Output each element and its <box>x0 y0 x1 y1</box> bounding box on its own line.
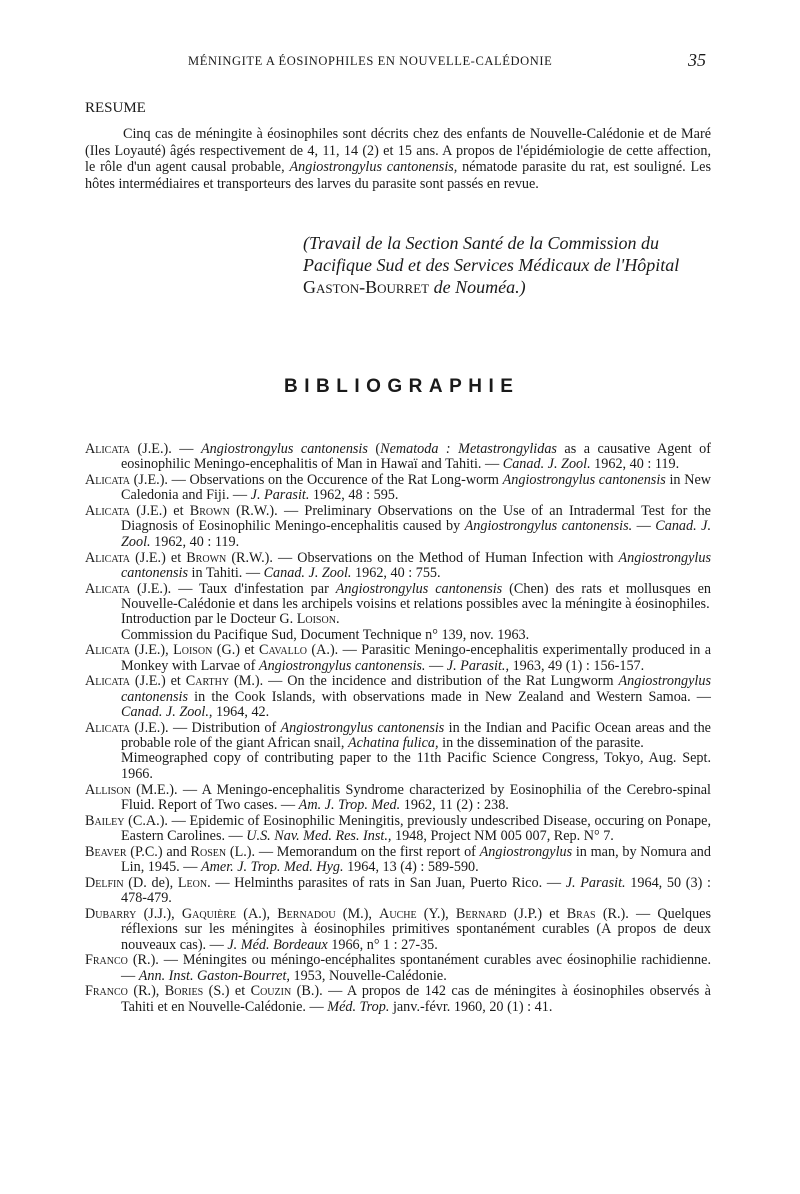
credit-text-2: de Nouméa.) <box>429 277 526 297</box>
running-header <box>0 50 800 74</box>
reference-author: Bernadou <box>277 905 336 922</box>
reference-list <box>85 442 711 1015</box>
reference-author: Franco <box>85 952 128 969</box>
reference-italic: Angiostrongylus cantonensis <box>335 580 503 597</box>
reference-text: (G.) et <box>212 642 260 659</box>
reference-note <box>121 612 711 627</box>
reference-author: Auche <box>379 905 417 922</box>
reference-item <box>85 984 711 1015</box>
reference-italic: Angiostrongylus cantonensis. <box>464 518 633 535</box>
reference-item <box>85 845 711 876</box>
reference-author: Alicata <box>85 549 130 566</box>
reference-text: in New Caledonia and Fiji. — <box>121 472 711 504</box>
reference-text: 1948, Project NM 005 007, Rep. N° 7. <box>391 827 614 844</box>
reference-text: (Chen) des rats et mollusques en Nouvelle-Calédonie et dans les archipels voisins et relations possibles avec la méningite à éosinophiles. <box>121 580 711 612</box>
reference-text: 1963, 49 (1) : 156-157. <box>509 657 645 674</box>
running-title: MÉNINGITE A ÉOSINOPHILES EN NOUVELLE-CALÉDONIE <box>188 54 553 68</box>
reference-text: Introduction par le Docteur G. <box>121 611 297 628</box>
reference-text: — <box>425 657 447 674</box>
reference-author: Leon <box>177 874 208 891</box>
reference-item <box>85 876 711 907</box>
reference-italic: Achatina fulica, <box>347 735 439 752</box>
reference-author: Delfin <box>85 874 124 891</box>
reference-text: (R.), <box>127 983 165 1000</box>
reference-text: (M.), <box>335 905 380 922</box>
reference-author: Loison <box>173 642 213 659</box>
reference-text: 1964, 50 (3) : 478-479. <box>121 874 711 907</box>
institution-credit <box>303 232 723 298</box>
reference-journal: Am. J. Trop. Med. <box>298 796 401 813</box>
reference-italic: Angiostrongylus cantonensis <box>121 549 711 581</box>
reference-author: Bories <box>164 983 204 1000</box>
reference-author: Bailey <box>85 812 125 829</box>
reference-item <box>85 953 711 984</box>
reference-text: as a causative Agent of eosinophilic Meningo-encephalitis of Man in Hawaï and Tahiti. — <box>121 441 711 473</box>
reference-text: (J.E.), <box>130 642 174 659</box>
reference-text: 1962, 40 : 119. <box>150 533 240 550</box>
reference-text: (L.). — Memorandum on the first report of <box>226 843 480 860</box>
reference-italic: Angiostrongylus cantonensis <box>280 719 445 736</box>
reference-text: (B.). — A propos de 142 cas de méningites à éosinophiles observés à Tahiti et en Nouvelle-Calédonie. — <box>121 983 711 1015</box>
reference-text: 1962, 48 : 595. <box>309 487 399 504</box>
reference-author: Cavallo <box>259 642 308 659</box>
resume-text-1: Cinq cas de méningite à éosinophiles sont décrits chez des enfants de Nouvelle-Calédonie et de Maré (Iles Loyauté) âgés respectivement de 4, 11, 14 (2) et 15 ans. A propos de l'épidémiologie de cette affection, le rôle d'un agent causal probable, <box>85 126 711 176</box>
reference-text: 1962, 11 (2) : 238. <box>400 796 509 813</box>
reference-text: (J.E.). — <box>130 441 201 457</box>
reference-text: in the dissemination of the parasite. <box>438 735 644 752</box>
reference-item <box>85 504 711 550</box>
reference-author: Alicata <box>85 472 130 489</box>
reference-item <box>85 907 711 953</box>
reference-text: 1964, 42. <box>212 704 270 721</box>
reference-author: Loison <box>296 611 336 628</box>
page-number: 35 <box>688 50 706 70</box>
reference-italic: Nematoda : Metastrongylidas <box>380 441 557 457</box>
reference-item <box>85 643 711 674</box>
reference-author: Alicata <box>85 719 130 736</box>
reference-journal: Amer. J. Trop. Med. Hyg. <box>201 859 344 876</box>
reference-author: Allison <box>85 781 131 798</box>
reference-text: (A.), <box>236 905 278 922</box>
reference-italic: Angiostrongylus cantonensis <box>502 472 666 489</box>
reference-journal: J. Parasit. <box>250 487 310 504</box>
reference-text: in the Cook Islands, with observations made in New Zealand and Western Samoa. — <box>188 688 711 705</box>
reference-text: (R.W.). — Preliminary Observations on the Use of an Intradermal Test for the Diagnosis of Eosinophilic Meningo-encephalitis caused by <box>121 503 711 535</box>
reference-note: Mimeographed copy of contributing paper to the 11th Pacific Science Congress, Tokyo, Aug. Sept. 1966. <box>121 750 711 782</box>
reference-author: Bras <box>566 905 596 922</box>
reference-text: ( <box>367 441 381 457</box>
reference-text: (J.E.) et <box>130 673 186 690</box>
reference-author: Gaquière <box>181 905 237 922</box>
reference-item <box>85 473 711 504</box>
reference-italic: Angiostrongylus cantonensis. <box>258 657 426 674</box>
reference-text: 1953, Nouvelle-Calédonie. <box>289 967 447 984</box>
reference-author: Carthy <box>185 673 230 690</box>
reference-journal: U.S. Nav. Med. Res. Inst., <box>246 827 392 844</box>
reference-author: Brown <box>189 503 230 520</box>
reference-journal: Canad. J. Zool. <box>121 518 711 550</box>
reference-text: (J.E.). — Distribution of <box>130 719 281 736</box>
reference-author: Alicata <box>85 580 130 597</box>
reference-text: (A.). — Parasitic Meningo-encephalitis experimentally produced in a Monkey with Larvae of <box>121 642 712 674</box>
reference-text: . <box>335 611 340 628</box>
reference-journal: Méd. Trop. <box>327 998 390 1015</box>
reference-item <box>85 582 711 643</box>
reference-text: (D. de), <box>123 874 178 891</box>
reference-italic: Angiostrongylus cantonensis <box>200 441 368 457</box>
reference-item <box>85 551 711 582</box>
reference-item <box>85 783 711 814</box>
reference-text: (M.E.). — A Meningo-encephalitis Syndrome characterized by Eosinophilia of the Cerebro-spinal Fluid. Report of Two cases. — <box>121 781 711 813</box>
reference-italic: Angiostrongylus cantonensis <box>121 673 711 705</box>
reference-text: 1964, 13 (4) : 589-590. <box>343 859 479 876</box>
bibliography-heading: BIBLIOGRAPHIE <box>284 376 520 397</box>
reference-text: (M.). — On the incidence and distribution of the Rat Lungworm <box>229 673 619 690</box>
resume-text-2: nématode parasite du rat, est souligné. Les hôtes intermédiaires et transporteurs des larves du parasite sont passés en revue. <box>85 159 711 192</box>
reference-text: (S.) et <box>203 983 251 1000</box>
reference-text: (R.W.). — Observations on the Method of Human Infection with <box>226 549 619 566</box>
reference-journal: Canad. J. Zool., <box>121 704 213 721</box>
reference-item <box>85 674 711 720</box>
reference-journal: Ann. Inst. Gaston-Bourret, <box>138 967 290 984</box>
reference-text: (J.E.) et <box>130 549 187 566</box>
reference-journal: J. Méd. Bordeaux <box>227 936 328 953</box>
reference-journal: Canad. J. Zool. <box>263 564 352 581</box>
reference-author: Rosen <box>190 843 227 860</box>
reference-item <box>85 721 711 782</box>
reference-text: — <box>632 518 656 535</box>
reference-text: (J.E.). — Taux d'infestation par <box>130 580 336 597</box>
reference-journal: J. Parasit. <box>565 874 626 891</box>
reference-author: Brown <box>186 549 227 566</box>
reference-text: janv.-févr. 1960, 20 (1) : 41. <box>389 998 553 1015</box>
reference-text: in man, by Nomura and Lin, 1945. — <box>121 843 711 876</box>
reference-journal: J. Parasit., <box>446 657 510 674</box>
reference-text: (J.J.), <box>136 905 182 922</box>
reference-author: Alicata <box>85 642 130 659</box>
resume-paragraph <box>85 126 711 192</box>
reference-text: (J.P.) et <box>506 905 567 922</box>
reference-author: Couzin <box>250 983 292 1000</box>
reference-author: Alicata <box>85 503 130 520</box>
reference-italic: Angiostrongylus <box>479 843 573 860</box>
reference-author: Alicata <box>85 673 130 690</box>
resume-heading: RESUME <box>85 100 146 116</box>
resume-species: Angiostrongylus cantonensis, <box>289 159 458 176</box>
reference-text: (R.). — Quelques réflexions sur les méningites à éosinophiles primitives spontanément curables (A propos de deux nouveaux cas). — <box>121 905 711 953</box>
reference-author: Bernard <box>455 905 507 922</box>
reference-item <box>85 442 711 473</box>
reference-text: (C.A.). — Epidemic of Eosinophilic Meningitis, previously undescribed Disease, occuring on Ponape, Eastern Carolines. — <box>121 812 711 844</box>
reference-text: 1962, 40 : 119. <box>590 456 680 473</box>
credit-text-1: (Travail de la Section Santé de la Commission du Pacifique Sud et des Services Médicaux de l'Hôpital <box>303 233 680 275</box>
reference-text: in the Indian and Pacific Ocean areas and the probable role of the giant African snail, <box>121 719 711 752</box>
reference-text: 1966, n° 1 : 27-35. <box>327 936 438 953</box>
reference-note: Commission du Pacifique Sud, Document Technique n° 139, nov. 1963. <box>121 626 530 643</box>
reference-text: in Tahiti. — <box>188 564 264 581</box>
reference-text: (J.E.) et <box>130 503 190 520</box>
reference-item <box>85 814 711 845</box>
reference-author: Alicata <box>85 441 130 457</box>
reference-author: Dubarry <box>85 905 137 922</box>
reference-text: (Y.), <box>416 905 456 922</box>
credit-hospital-name: Gaston-Bourret <box>303 277 430 297</box>
reference-text: (R.). — Méningites ou méningo-encéphalites spontanément curables avec éosinophilie rachidienne. — <box>121 952 711 984</box>
reference-author: Franco <box>85 983 128 1000</box>
reference-text: (J.E.). — Observations on the Occurence of the Rat Long-worm <box>130 472 503 489</box>
reference-author: Beaver <box>85 843 127 860</box>
reference-text: . — Helminths parasites of rats in San Juan, Puerto Rico. — <box>207 874 566 891</box>
reference-journal: Canad. J. Zool. <box>502 456 591 473</box>
reference-text: 1962, 40 : 755. <box>351 564 441 581</box>
reference-text: (P.C.) and <box>126 843 191 860</box>
